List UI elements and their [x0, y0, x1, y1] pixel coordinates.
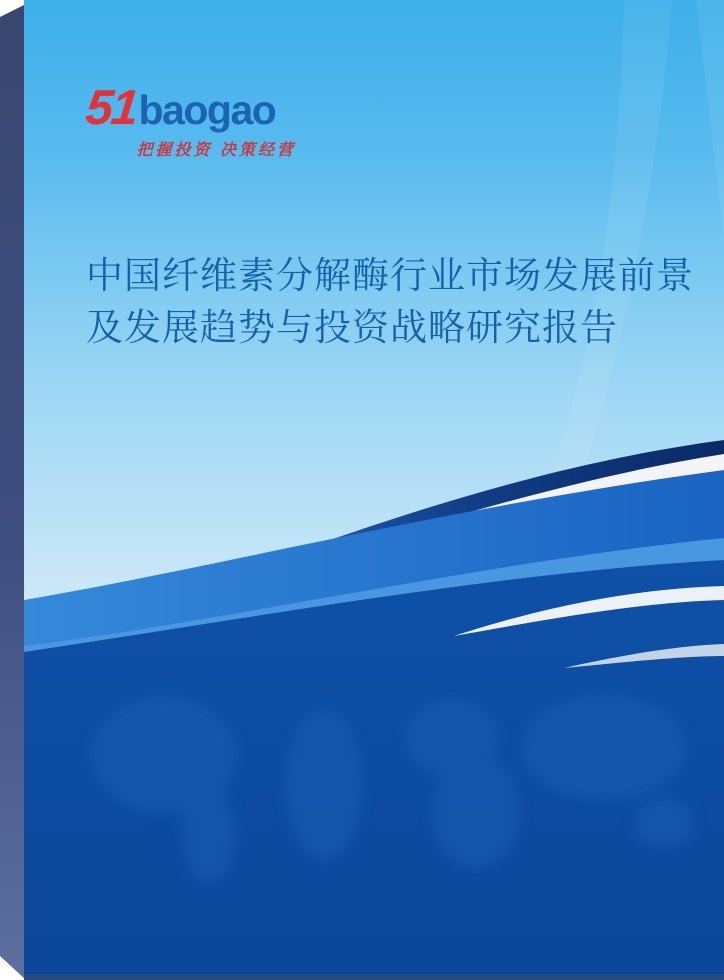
- report-title-line-1: 中国纤维素分解酶行业市场发展前景: [86, 255, 694, 296]
- logo-tagline: 把握投资 决策经营: [136, 142, 296, 159]
- logo-wordmark: [83, 80, 296, 136]
- book-spine: [0, 0, 26, 980]
- report-title-line-2: 及发展趋势与投资战略研究报告: [86, 307, 618, 348]
- logo: [83, 80, 296, 160]
- logo-word-baogao: baogao: [138, 87, 276, 133]
- cover-surface: [24, 0, 724, 980]
- report-title: [86, 250, 706, 354]
- logo-51-mark: 51: [83, 81, 140, 135]
